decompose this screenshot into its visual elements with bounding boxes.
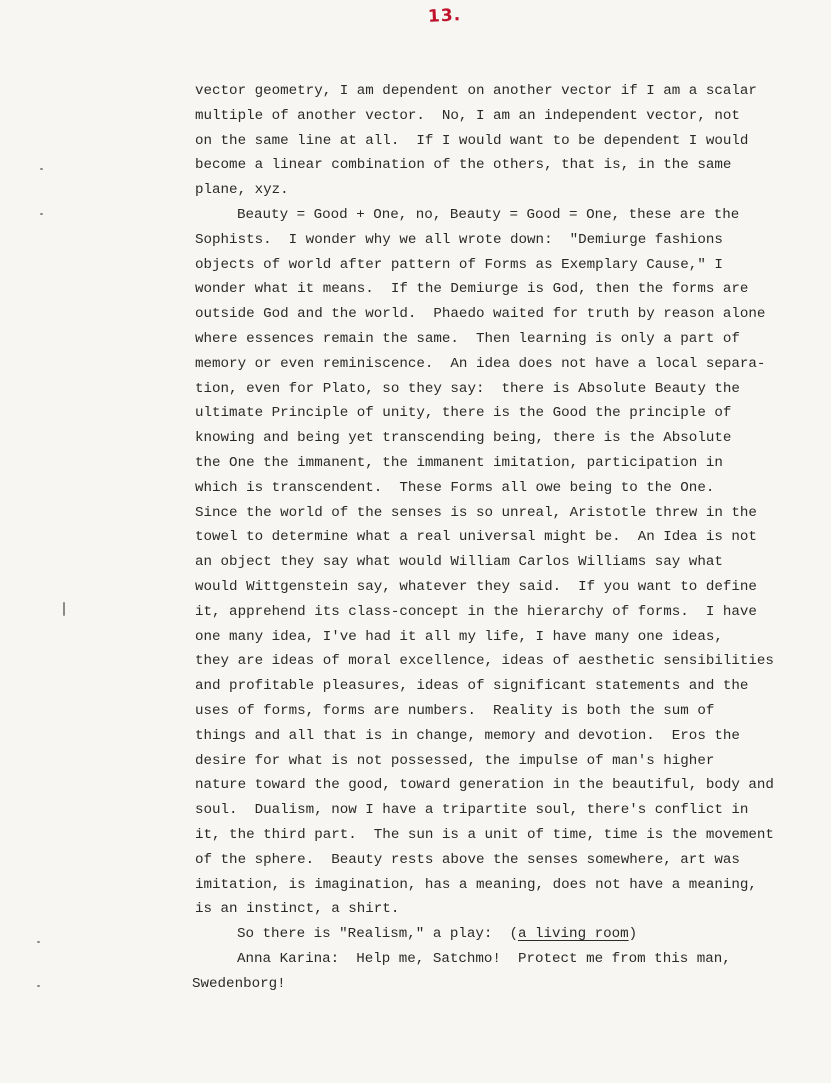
- text-line: one many idea, I've had it all my life, I have many one ideas,: [195, 628, 723, 645]
- text-line: an object they say what would William Carlos Williams say what: [195, 554, 723, 571]
- text-line: outside God and the world. Phaedo waited for truth by reason alone: [195, 306, 766, 323]
- page-number: 13.: [427, 5, 462, 27]
- text-line: Since the world of the senses is so unreal, Aristotle threw in the: [195, 504, 757, 521]
- text-line: multiple of another vector. No, I am an independent vector, not: [195, 107, 740, 124]
- text-line: and profitable pleasures, ideas of significant statements and the: [195, 678, 749, 695]
- margin-mark: [37, 941, 40, 943]
- closing-line: Swedenborg!: [192, 975, 286, 992]
- realism-prefix: So there is "Realism," a play: (: [237, 926, 518, 943]
- text-line: things and all that is in change, memory and devotion. Eros the: [195, 727, 740, 744]
- margin-mark: [37, 985, 40, 987]
- text-line: imitation, is imagination, has a meaning, does not have a meaning,: [195, 876, 757, 893]
- text-line: is an instinct, a shirt.: [195, 901, 400, 918]
- text-line: memory or even reminiscence. An idea does not have a local separa-: [195, 355, 766, 372]
- text-line: they are ideas of moral excellence, ideas of aesthetic sensibilities: [195, 653, 774, 670]
- text-line: become a linear combination of the others, that is, in the same: [195, 157, 732, 174]
- body-text: [192, 79, 785, 996]
- text-line: wonder what it means. If the Demiurge is God, then the forms are: [195, 281, 749, 298]
- margin-mark: [40, 213, 43, 215]
- margin-mark: [63, 602, 65, 616]
- text-line: Sophists. I wonder why we all wrote down: "Demiurge fashions: [195, 231, 723, 248]
- text-line: would Wittgenstein say, whatever they said. If you want to define: [195, 578, 757, 595]
- realism-line: [195, 922, 785, 947]
- text-line: it, apprehend its class-concept in the hierarchy of forms. I have: [195, 603, 757, 620]
- text-line: ultimate Principle of unity, there is the Good the principle of: [195, 405, 732, 422]
- text-line: of the sphere. Beauty rests above the senses somewhere, art was: [195, 851, 740, 868]
- realism-suffix: ): [628, 926, 638, 943]
- text-line: where essences remain the same. Then learning is only a part of: [195, 330, 740, 347]
- text-line: the One the immanent, the immanent imitation, participation in: [195, 454, 723, 471]
- text-line: vector geometry, I am dependent on another vector if I am a scalar: [195, 83, 757, 99]
- text-line: nature toward the good, toward generation in the beautiful, body and: [195, 777, 774, 794]
- text-line: objects of world after pattern of Forms as Exemplary Cause," I: [195, 256, 723, 273]
- text-line: uses of forms, forms are numbers. Reality is both the sum of: [195, 702, 715, 719]
- margin-mark: [40, 168, 43, 170]
- text-line: which is transcendent. These Forms all owe being to the One.: [195, 479, 715, 496]
- text-line: Beauty = Good + One, no, Beauty = Good = One, these are the: [237, 206, 740, 223]
- closing-line: Anna Karina: Help me, Satchmo! Protect me from this man,: [237, 950, 731, 967]
- underlined-phrase: a living room: [517, 926, 629, 943]
- text-line: desire for what is not possessed, the impulse of man's higher: [195, 752, 715, 769]
- text-line: soul. Dualism, now I have a tripartite soul, there's conflict in: [195, 802, 749, 819]
- text-line: knowing and being yet transcending being, there is the Absolute: [195, 430, 732, 447]
- text-line: it, the third part. The sun is a unit of time, time is the movement: [195, 826, 774, 843]
- text-line: plane, xyz.: [195, 182, 289, 199]
- text-line: on the same line at all. If I would want to be dependent I would: [195, 132, 749, 149]
- text-line: tion, even for Plato, so they say: there is Absolute Beauty the: [195, 380, 740, 397]
- text-line: towel to determine what a real universal might be. An Idea is not: [195, 529, 757, 546]
